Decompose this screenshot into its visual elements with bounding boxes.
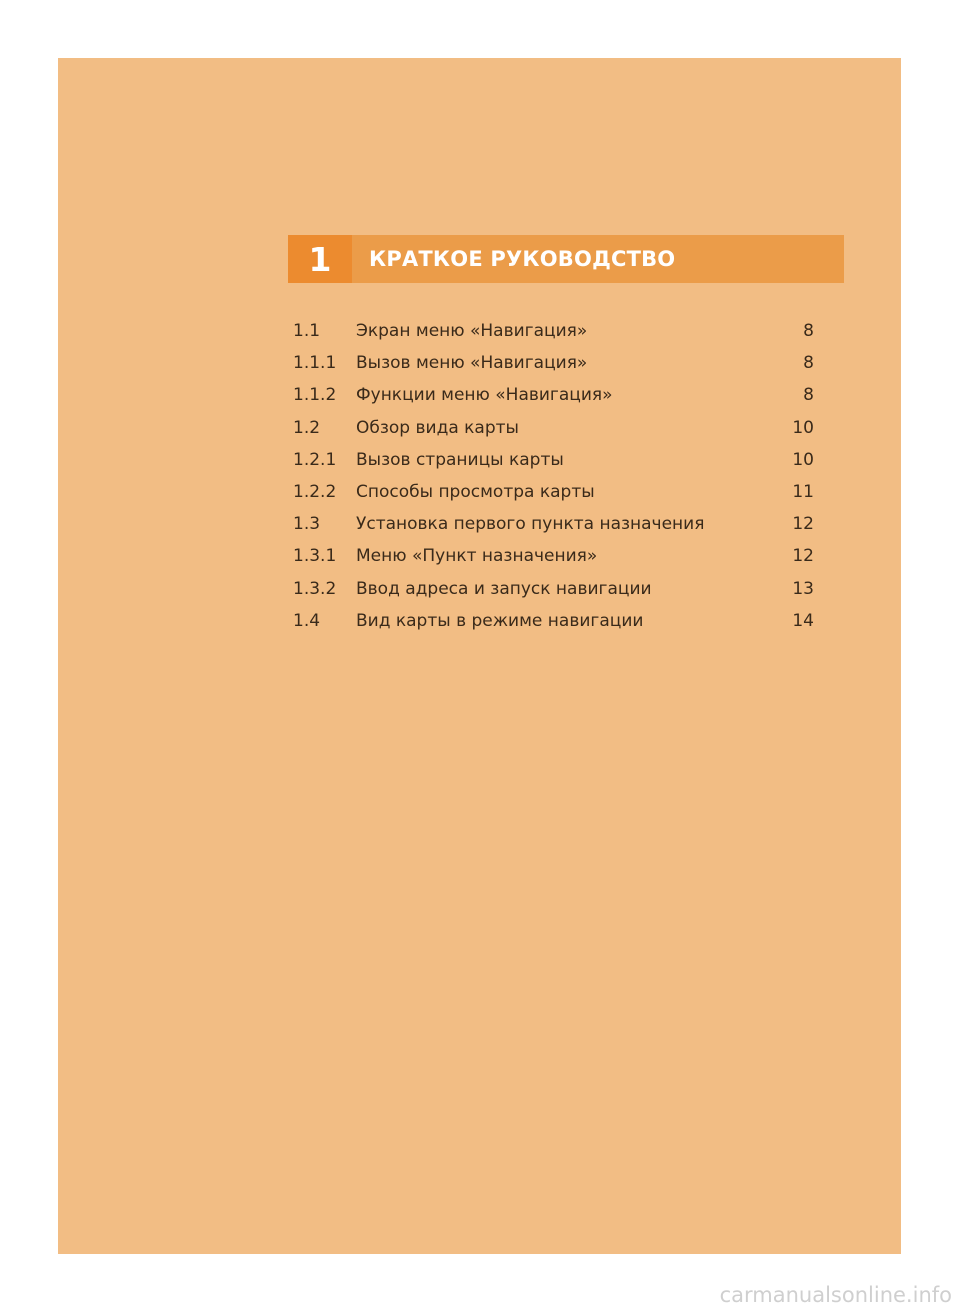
toc-entry[interactable] bbox=[293, 573, 814, 605]
toc-entry-title: Обзор вида карты bbox=[356, 417, 519, 438]
toc-entry[interactable] bbox=[293, 605, 814, 637]
chapter-header bbox=[288, 235, 844, 283]
toc-entry-page: 13 bbox=[792, 578, 814, 599]
watermark-text: carmanualsonline.info bbox=[719, 1283, 952, 1307]
toc-entry-page: 12 bbox=[792, 514, 814, 535]
toc-entry[interactable] bbox=[293, 315, 814, 347]
toc-entry[interactable] bbox=[293, 476, 814, 508]
toc-entry-title: Ввод адреса и запуск навигации bbox=[356, 578, 652, 599]
toc-entry-title: Вызов меню «Навигация» bbox=[356, 353, 588, 374]
toc-entry-title: Вызов страницы карты bbox=[356, 449, 564, 470]
chapter-title: КРАТКОЕ РУКОВОДСТВО bbox=[369, 247, 676, 271]
toc-entry-page: 10 bbox=[792, 417, 814, 438]
chapter-title-bar bbox=[352, 235, 844, 283]
toc-entry-page: 10 bbox=[792, 449, 814, 470]
chapter-number: 1 bbox=[288, 235, 352, 283]
toc-entry-title: Установка первого пункта назначения bbox=[356, 514, 705, 535]
toc-entry-number: 1.1.2 bbox=[293, 385, 337, 406]
toc-entry-number: 1.4 bbox=[293, 610, 321, 631]
toc-entry-number: 1.3 bbox=[293, 514, 321, 535]
toc-entry[interactable] bbox=[293, 540, 814, 572]
table-of-contents bbox=[293, 315, 814, 637]
toc-entry-number: 1.1.1 bbox=[293, 353, 337, 374]
toc-entry[interactable] bbox=[293, 508, 814, 540]
toc-entry-title: Экран меню «Навигация» bbox=[356, 321, 588, 342]
toc-entry-number: 1.1 bbox=[293, 321, 321, 342]
toc-entry-number: 1.3.2 bbox=[293, 578, 337, 599]
toc-entry-number: 1.2.1 bbox=[293, 449, 337, 470]
toc-entry-number: 1.2.2 bbox=[293, 482, 337, 503]
toc-entry-page: 8 bbox=[803, 321, 814, 342]
toc-entry-page: 14 bbox=[792, 610, 814, 631]
toc-entry-page: 11 bbox=[792, 482, 814, 503]
toc-entry-page: 12 bbox=[792, 546, 814, 567]
toc-entry-title: Функции меню «Навигация» bbox=[356, 385, 613, 406]
toc-entry-number: 1.3.1 bbox=[293, 546, 337, 567]
toc-entry[interactable] bbox=[293, 347, 814, 379]
toc-entry[interactable] bbox=[293, 412, 814, 444]
toc-entry-page: 8 bbox=[803, 385, 814, 406]
toc-entry-title: Вид карты в режиме навигации bbox=[356, 610, 644, 631]
toc-entry-number: 1.2 bbox=[293, 417, 321, 438]
toc-entry-page: 8 bbox=[803, 353, 814, 374]
toc-entry-title: Меню «Пункт назначения» bbox=[356, 546, 598, 567]
toc-entry-title: Способы просмотра карты bbox=[356, 482, 595, 503]
toc-entry[interactable] bbox=[293, 379, 814, 411]
toc-entry[interactable] bbox=[293, 444, 814, 476]
